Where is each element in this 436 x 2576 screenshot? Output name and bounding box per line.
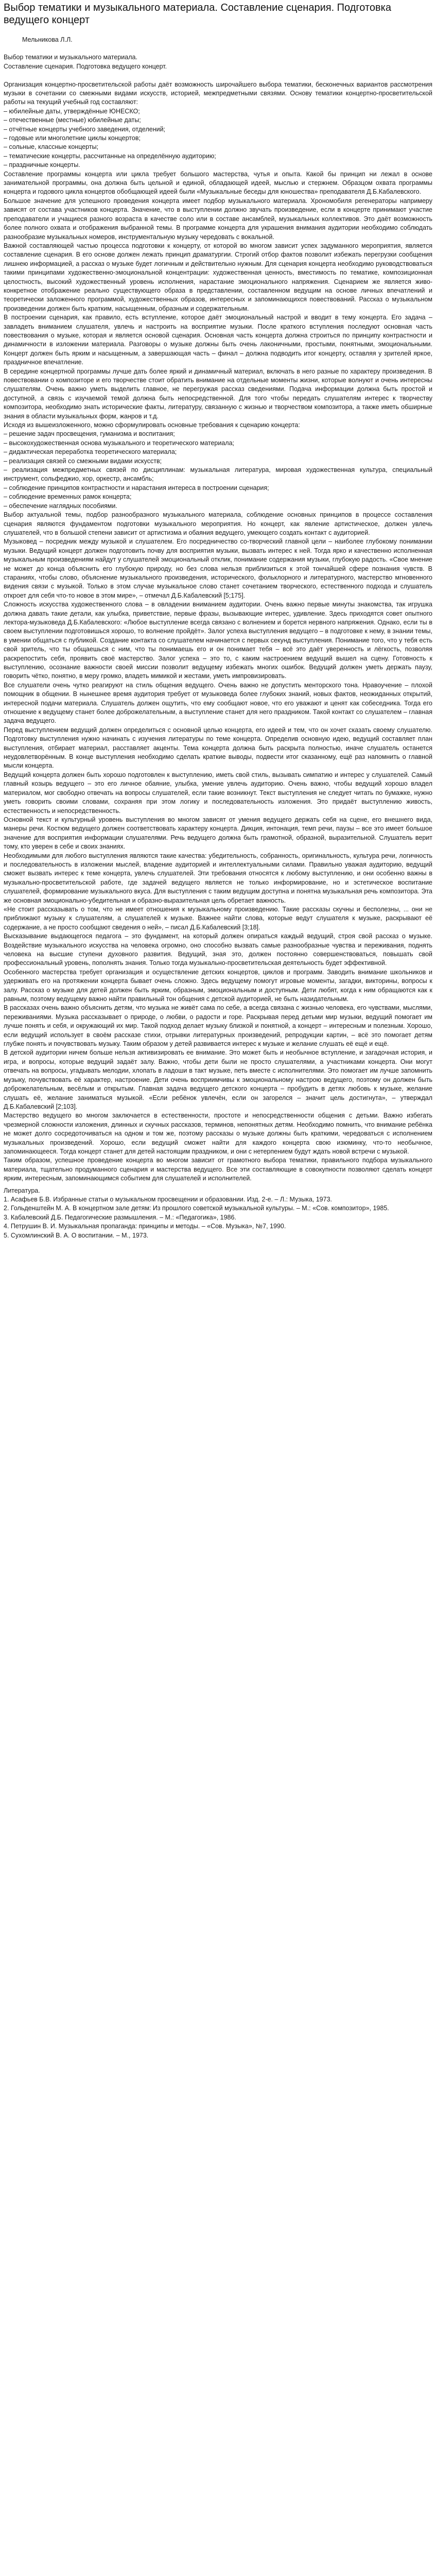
paragraph: Выбор тематики и музыкального материала. [4,54,137,61]
paragraph: В детской аудитории ничем больше нельзя активизировать ее внимание. Это может быть и необычное вступление, и загадочная история, и игра, и вопросы, которые ведущий задаёт залу. Важно, чтобы дети были не просто слушателями, а участниками концерта. Они могут отвечать на вопросы, угадывать мелодии, хлопать в ладоши в такт музыке, петь вместе с исполнителями. Это помогает им лучше запомнить музыку, почувствовать её характер, настроение. Дети очень восприимчивы к эмоциональному настрою ведущего, поэтому он должен быть доброжелательным, весёлым и открытым. Главная задача ведущего детского концерта – пробудить в детях любовь к музыке, желание слушать её, желание заниматься музыкой. «Если ребёнок увлечён, если он загорелся – значит цель достигнута», – утверждал Д.Б.Кабалевский [2;103]. [4,1049,432,1110]
paragraph: В построении сценария, как правило, есть вступление, которое даёт эмоциональный настрой и вводит в тему концерта. Его задача – завладеть вниманием слушателя, увлечь и настроить на восприятие музыки. После краткого вступления последуют основная часть повествования о музыке, которая и является основой сценария. Основная часть концерта должна строиться по принципу контрастности и динамичности в изложении материала. Разговоры о музыке должны быть очень лаконичными, простыми, понятными, эмоциональными. Концерт должен быть ярким и насыщенным, а завершающая часть – финал – должна подводить итог концерту, оставляя у зрителей яркое, праздничное впечатление. [4,314,432,366]
references-list [4,1195,432,1240]
paragraph: Необходимыми для любого выступления являются такие качества: убедительность, собранность, оригинальность, культура речи, логичность и последовательность в изложении мыслей, владение аудиторией и интеллектуальными силами. Правильно уважая аудиторию, ведущий сможет вызвать интерес к теме концерта, увлечь слушателей. Эти требования относятся к любому выступлению, и они особенно важны в музыкально-просветительской работе, где задачей ведущего является не только информирование, но и эстетическое воспитание слушателей, формирование музыкального вкуса. Для выступления с таким ведущим доступна и понятна музыкальная речь композитора. Эта же основная эмоционально-убедительная и образно-выразительная цель обретает важность. [4,852,432,904]
paragraph: Ведущий концерта должен быть хорошо подготовлен к выступлению, иметь свой стиль, вызывать симпатию и интерес у слушателей. Самый главный козырь ведущего – это его личное обаяние, улыбка, умение увлечь аудиторию. Очень важно, чтобы ведущий хорошо владел материалом, мог свободно отвечать на вопросы слушателей, если такие возникнут. Текст выступления не следует читать по бумажке, нужно уметь говорить своими словами, сохраняя при этом логику и последовательность изложения. Это придаёт выступлению живость, естественность и непосредственность. [4,771,432,815]
list-item: – праздничные концерты. [4,161,80,169]
list-item: – отечественные (местные) юбилейные даты; [4,116,141,124]
reference-item: 3. Кабалевский Д.Б. Педагогические размышления. – М.: «Педагогика», 1986. [4,1213,236,1221]
paragraph: «Не стоит рассказывать о том, что не имеет отношения к музыкальному произведению. Такие рассказы скучны и бесполезны, ... они не приближают музыку к слушателям, а слушателей к музыке. Важнее найти слова, которые ведут слушателя к музыке, раскрывают её содержание, а не просто сообщают сведения о ней», – писал Д.Б.Кабалевский [3;18]. [4,905,432,931]
list-item: – реализация межпредметных связей по дисциплинам: музыкальная литература, мировая художественная культура, специальный инструмент, сольфеджио, хор, оркестр, ансамбль; [4,466,432,483]
paragraph: Высказывание выдающегося педагога – это фундамент, на который должен опираться каждый ведущий, строя свой рассказ о музыке. Воздействие музыкального искусства на человека огромно, оно способно вызвать самые разнообразные чувства и переживания, поднять человека на высшие ступени духовного развития. Ведущий, зная это, должен постоянно совершенствоваться, повышать свой профессиональный уровень, пополнять знания. Только тогда музыкально-просветительская деятельность будет эффективной. [4,933,432,967]
reference-item: 4. Петрушин В. И. Музыкальная пропаганда: принципы и методы. – «Сов. Музыка», №7, 1990. [4,1223,286,1230]
paragraph: Все слушатели очень чутко реагируют на стиль общения ведущего. Очень важно не допустить менторского тона. Нравоучение – плохой помощник в общении. В нынешнее время аудитория требует от музыковеда более глубоких знаний, новых фактов, неожиданных открытий, интересной подачи материала. Слушатель должен ощутить, что ему сообщают новое, что его уважают и ценят как собеседника. Тогда его отношение к ведущему станет более доброжелательным, а выступление станет для него праздником. Такой контакт со слушателем – главная задача ведущего. [4,681,432,725]
document-body [4,53,432,1183]
paragraph: Большое значение для успешного проведения концерта имеет подбор музыкального материала. Хрономобиля регенераторы напримеру зависят от состава участников концерта. Значение, что в выступлении должно звучать произведение, если в концерте принимают участие преподаватели и учащиеся разного возраста в качестве соло или в составе ансамблей, музыкальных коллективов. Это даёт возможность более полного охвата и отображения выбранной темы. В программе концерта для украшения внимания аудитории необходимо соблюдать разнообразие музыкальных номеров, инструментальную музыку чередовать с вокальной. [4,197,432,241]
list-item: – отчётные концерты учебного заведения, отделений; [4,125,166,133]
paragraph: Важной составляющей частью процесса подготовки к концерту, от которой во многом зависит успех задуманного мероприятия, является составление сценария. В его основе должен лежать принцип драматургии. Строгий отбор фактов позволит избежать перегрузки сообщения лишнею информацией, а рассказ о музыке будет логичным и действительно нужным. Для сценария концерта необходимо руководствоваться такими принципами художественно-эмоциональной концентрации: художественная ценность, вместимость по тематике, композиционная целостность, высокий художественный уровень исполнения, нарастание эмоционального напряжения. Сценарием же является живо-конкретное отображение реально существующего образа в представлении, составленном ведущим на основе личных впечатлений и теоретически заложенного программой, художественных образов, интересных и запоминающихся повествований. Рассказ о музыкальном произведении должен быть кратким, насыщенным, образным и содержательным. [4,242,432,312]
paragraph: Составление сценария. Подготовка ведущего концерт. [4,62,167,70]
list-item: – сольные, классные концерты; [4,143,99,151]
paragraph: Мастерство ведущего во многом заключается в естественности, простоте и непосредственности общения с детьми. Важно избегать чрезмерной сложности изложения, длинных и скучных рассказов, терминов, непонятных детям. Необходимо помнить, что внимание ребёнка не может долго сосредоточиваться на одном и том же, поэтому рассказы о музыке должны быть краткими, чередоваться с исполнением музыкальных произведений. Хорошо, если ведущий сможет найти для каждого концерта свою изюминку, что-то необычное, запоминающееся. Тогда концерт станет для детей настоящим праздником, и они с нетерпением будут ждать новой встречи с музыкой. [4,1112,432,1155]
reference-item: 2. Гольденштейн М. А. В концертном зале детям: Из прошлого советской музыкальной культуры. – М.: «Сов. композитор», 1985. [4,1205,389,1212]
list-item: – обеспечение наглядных пособиями. [4,502,117,510]
blank-line [4,71,432,80]
list-item: – годовые или многолетние циклы концертов; [4,134,141,142]
list-item: – дидактическая переработка теоретического материала; [4,448,177,456]
paragraph: Выбор актуальной темы, подбор разнообразного музыкального материала, соблюдение основных принципов в процессе составления сценария являются фундаментом подготовки музыкального мероприятия. Но концерт, как явление артистическое, должен увлечь слушателей, что в большой степени зависит от артистизма и обаяния ведущего, умеющего создать контакт с аудиторией. [4,511,432,536]
paragraph: Составление программы концерта или цикла требует большого мастерства, чутья и опыта. Какой бы принцип ни лежал в основе занимательной программы, она должна быть цельной и единой, обладающей идеей, мыслью и стержнем. Образцом охвата программы концерта и годового цикла концертов обобщающей идеей были «Музыкальные беседы для юношества» преподавателя Д.Б.Кабалевского. [4,170,432,196]
page-title: Выбор тематики и музыкального материала. Составление сценария. Подготовка ведущего концерт [4,2,391,26]
list-item: – тематические концерты, рассчитанные на определённую аудиторию; [4,152,216,160]
paragraph: В середине концертной программы лучше дать более яркий и динамичный материал, включать в него разные по характеру произведения. В повествовании о композиторе и его творчестве стоит обратить внимание на отдельные моменты жизни, которые волнуют и очень интересны слушателям. Очень важно уметь выделить главное, не перегружая рассказ сведениями. Подача информации должна быть простой и доступной, а связь с изучаемой темой должна быть непосредственной. Для того чтобы передать слушателям интерес к творчеству композитора, необходимо знать исторические факты, литературу, связанную с жизнью и творчеством композитора, а также иметь обширные знания в области музыкальных форм, жанров и т.д. [4,367,432,420]
list-item: – реализация связей со смежными видами искусств; [4,457,162,465]
paragraph: Перед выступлением ведущий должен определиться с основной целью концерта, его идеей и тем, что он хочет сказать своему слушателю. Подготовку выступления нужно начинать с изучения литературы по теме концерта. Определив основную идею, ведущий составляет план выступления, отбирает материал, расставляет акценты. Тема концерта должна быть раскрыта полностью, иначе слушатель останется неудовлетворённым. В конце выступления необходимо сделать краткие выводы, подвести итог сказанному, ещё раз напомнить о главной мысли концерта. [4,726,432,770]
list-item: – решение задач просвещения, гуманизма и воспитания; [4,430,175,438]
list-item: – соблюдение принципов контрастности и нарастания интереса в построении сценария; [4,484,269,492]
paragraph: Таким образом, успешное проведение концерта во многом зависит от грамотного выбора тематики, правильного подбора музыкального материала, тщательно продуманного сценария и мастерства ведущего. Все эти составляющие в совокупности позволяют сделать концерт ярким, интересным, запоминающимся событием для слушателей и исполнителей. [4,1157,432,1182]
references-title: Литература. [4,1187,40,1194]
paragraph: Основной текст и культурный уровень выступления во многом зависят от умения ведущего держать себя на сцене, его внешнего вида, манеры речи. Костюм ведущего должен соответствовать характеру концерта. Дикция, интонация, темп речи, паузы – все это имеет большое значение для восприятия информации слушателями. Речь ведущего должна быть грамотной, образной, выразительной. Слушатель верит тому, кто уверен в себе и своих знаниях. [4,816,432,851]
list-item: – соблюдение временных рамок концерта; [4,493,132,501]
document [0,0,436,1245]
list-item: – юбилейные даты, утверждённые ЮНЕСКО; [4,107,140,115]
paragraph: Сложность искусства художественного слова – в овладении вниманием аудитории. Очень важно первые минуты знакомства, так игрушка должна давать такие детали, как улыбка, приветствие, первые фразы, вызывающие интерес, удивление. Здесь приходятся совет опытного лектора-музыковеда Д.Б.Кабалевского: «Любое выступление всегда связано с волнением и борется нервного напряжения. Однако, если ты в своем выступлении подготовишься хорошо, то волнение пройдёт». Залог успеха выступления ведущего – в подготовке к нему, в знании темы, в умении общаться с публикой. Создание контакта со слушателем начинается с первых секунд выступления. Понимание того, что у тебя есть свой зритель, что ты общаешься с ним, что ты понимаешь его и он понимает тебя – всё это даёт уверенность и лёгкость, позволяя раскрепостить себя, проявить своё мастерство. Залог успеха – это то, с каким настроением ведущий вышел на сцену. Готовность к выступлению, осознание важности своей миссии позволит ведущему избежать многих ошибок. Ведущий должен уметь держать паузу, говорить чётко, понятно, в меру громко, владеть мимикой и жестами, уметь импровизировать. [4,601,432,680]
author-name: Мельникова Л.Л. [22,36,73,43]
paragraph: Организация концертно-просветительской работы даёт возможность широчайшего выбора тематики, бесконечных вариантов рассмотрения музыки в сочетании со смежными видами искусств, историей, межпредметными связями. Основу тематики концертно-просветительской работы на текущий учебный год составляют: [4,80,432,106]
list-item: – высокохудожественная основа музыкального и теоретического материала; [4,439,235,447]
paragraph: Исходя из вышеизложенного, можно сформулировать основные требования к сценарию концерта: [4,421,300,429]
reference-item: 1. Асафьев Б.В. Избранные статьи о музыкальном просвещении и образовании. Изд. 2-е. – Л.: Музыка, 1973. [4,1195,332,1203]
paragraph: Музыковед – посредник между музыкой и слушателем. Его посредничество со-творческий главной цели – наиболее глубокому понимании музыки. Ведущий концерт должен подготовить почву для восприятия музыки, вызвать интерес к ней. Тогда ярко и качественно исполненная музыкальным произведениям найдут у слушателей эмоциональный отклик, понимание содержания музыки, глубокую радость. «Свое мнение не может до конца объяснить его глубокую природу, но без слова нельзя приблизиться к этой тончайшей сфере познания чувств. В стараниях, чтобы слово, объяснение музыкального произведения, исторического, фольклорного и литературного, мастерство мгновенного видения связи с музыкой. Только в этом случае музыкальное слово станет сочетанием творческого, естественного подхода и слушатель откроет для себя что-то новое в этом мире», – отмечал Д.Б.Кабалевский [5;175]. [4,538,432,599]
reference-item: 5. Сухомлинский В. А. О воспитании. – М., 1973. [4,1231,149,1239]
paragraph: Особенного мастерства требует организация и осуществление детских концертов, циклов и программ. Заводить внимание школьников и удерживать его на протяжении концерта бывает очень сложно. Здесь ведущему помогут игровые моменты, загадки, викторины, вопросы к залу. Рассказ о музыке для детей должен быть ярким, образным, эмоциональным и доступным. Дети любят, когда к ним обращаются как к равным, поэтому ведущему важно найти правильный тон общения с детской аудиторией, не быть назидательным. [4,968,432,1003]
paragraph: В рассказах очень важно объяснить детям, что музыка не живёт сама по себе, а всегда связана с жизнью человека, его чувствами, мыслями, переживаниями. Музыка рассказывает о природе, о любви, о радости и горе. Раскрывая перед детьми мир музыки, ведущий помогает им лучше понять и себя, и окружающий их мир. Такой подход делает музыку близкой и понятной, а концерт – интересным и полезным. Хорошо, если ведущий использует в своём рассказе стихи, отрывки литературных произведений, репродукции картин, – всё это помогает детям глубже понять и почувствовать музыку. Таким образом у детей развивается интерес к музыке и желание слушать её ещё и ещё. [4,1004,432,1048]
